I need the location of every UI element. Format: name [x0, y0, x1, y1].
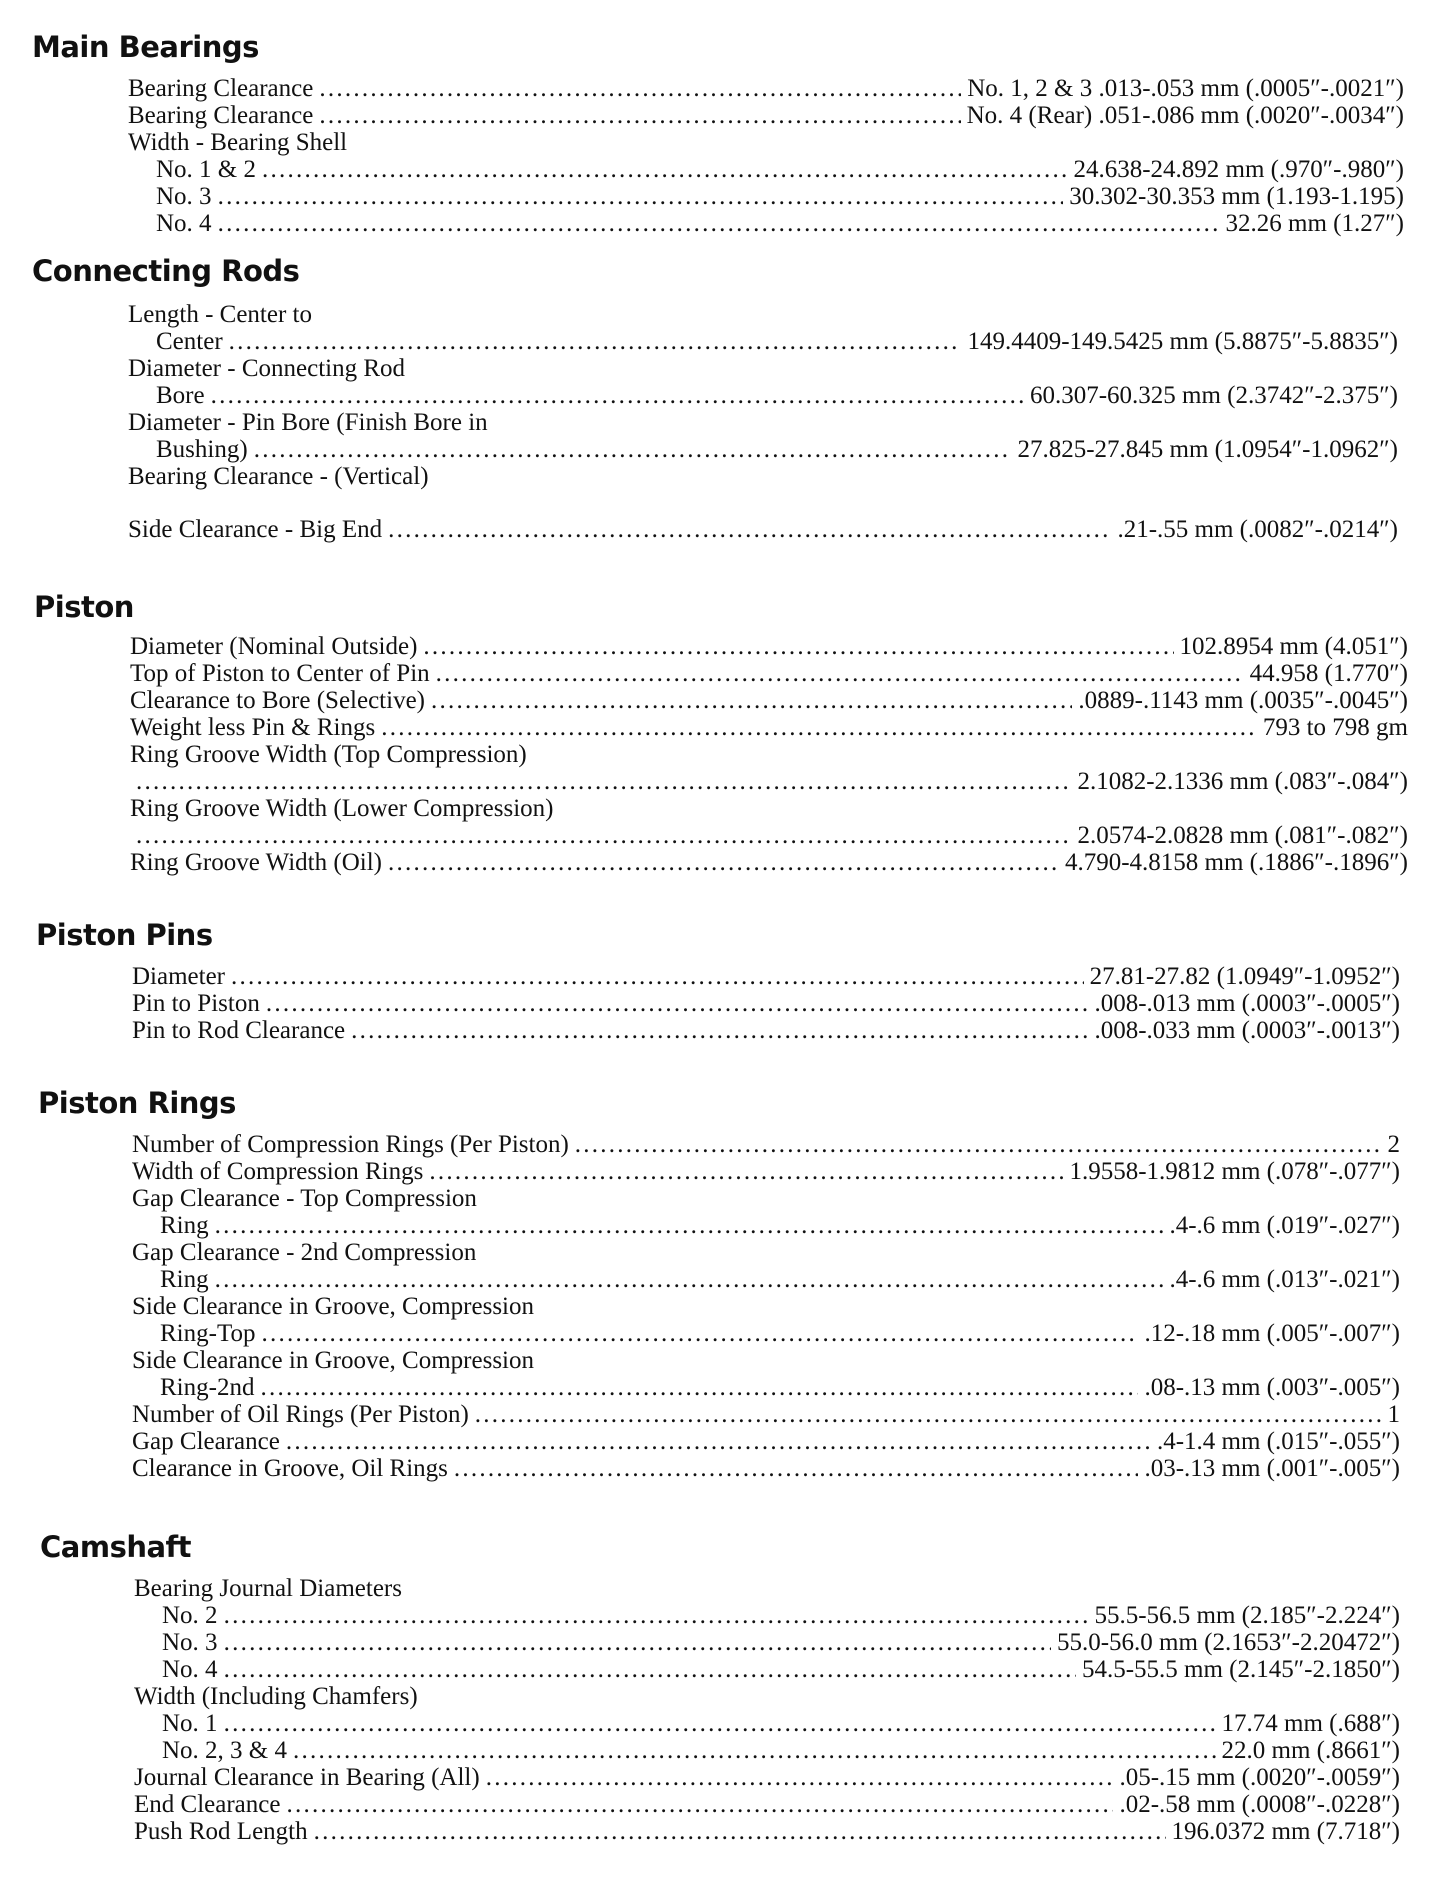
spec-value: 24.638-24.892 mm (.970″-.980″)	[1073, 156, 1404, 183]
spec-row	[132, 1293, 1400, 1320]
dot-leader	[266, 990, 1089, 1017]
spec-value: .02-.58 mm (.0008″-.0228″)	[1119, 1791, 1400, 1818]
spec-label: Number of Oil Rings (Per Piston)	[132, 1401, 469, 1428]
spec-value: 2.0574-2.0828 mm (.081″-.082″)	[1077, 822, 1408, 849]
dot-leader	[423, 633, 1173, 660]
spec-value: 793 to 798 gm	[1262, 714, 1408, 741]
spec-label: Side Clearance in Groove, Compression	[132, 1347, 534, 1374]
dot-leader	[224, 1710, 1216, 1737]
spec-label: No. 2	[162, 1602, 218, 1629]
spec-row	[132, 963, 1400, 990]
spec-value: .008-.033 mm (.0003″-.0013″)	[1094, 1017, 1400, 1044]
spec-row	[128, 301, 1398, 328]
spec-row	[134, 1791, 1400, 1818]
dot-leader	[431, 687, 1072, 714]
spec-row	[132, 1455, 1400, 1482]
spec-value: 55.5-56.5 mm (2.185″-2.224″)	[1094, 1602, 1400, 1629]
spec-label: Clearance in Groove, Oil Rings	[132, 1455, 448, 1482]
spec-row	[130, 687, 1408, 714]
dot-leader	[486, 1764, 1114, 1791]
spec-label: Bearing Clearance - (Vertical)	[128, 463, 429, 490]
spec-value: No. 1, 2 & 3 .013-.053 mm (.0005″-.0021″)	[967, 75, 1404, 102]
spec-label: No. 3	[156, 183, 212, 210]
dot-leader	[319, 102, 960, 129]
spec-row	[132, 1428, 1400, 1455]
spec-label: Ring	[160, 1212, 209, 1239]
dot-leader	[224, 1656, 1076, 1683]
spec-label: Center	[156, 328, 223, 355]
spec-value: .12-.18 mm (.005″-.007″)	[1144, 1320, 1400, 1347]
dot-leader	[293, 1737, 1216, 1764]
spec-list	[132, 963, 1400, 1044]
dot-leader	[381, 714, 1257, 741]
dot-leader	[229, 328, 962, 355]
spec-label: No. 4	[156, 210, 212, 237]
dot-leader	[254, 436, 1012, 463]
spec-row	[130, 768, 1408, 795]
spec-row	[128, 183, 1404, 210]
section-title: Connecting Rods	[32, 254, 300, 288]
spec-label: Clearance to Bore (Selective)	[130, 687, 425, 714]
spec-value: .4-.6 mm (.019″-.027″)	[1169, 1212, 1400, 1239]
dot-leader	[218, 183, 1064, 210]
spec-row	[128, 409, 1398, 436]
spec-value: 17.74 mm (.688″)	[1221, 1710, 1400, 1737]
dot-leader	[475, 1401, 1382, 1428]
section-title: Camshaft	[40, 1530, 192, 1564]
spec-value: 196.0372 mm (7.718″)	[1171, 1818, 1400, 1845]
dot-leader	[429, 1158, 1063, 1185]
spec-value: 1	[1387, 1401, 1400, 1428]
dot-leader	[351, 1017, 1088, 1044]
spec-row	[134, 1737, 1400, 1764]
spec-row	[130, 633, 1408, 660]
spec-list	[130, 633, 1408, 876]
spec-value: No. 4 (Rear) .051-.086 mm (.0020″-.0034″)	[966, 102, 1404, 129]
section-title: Piston Rings	[38, 1086, 236, 1120]
spec-label: Side Clearance in Groove, Compression	[132, 1293, 534, 1320]
spec-label: Gap Clearance - 2nd Compression	[132, 1239, 477, 1266]
dot-leader	[388, 849, 1059, 876]
spec-value: 27.81-27.82 (1.0949″-1.0952″)	[1089, 963, 1400, 990]
spec-row	[132, 1017, 1400, 1044]
spec-label: Gap Clearance - Top Compression	[132, 1185, 477, 1212]
spec-label: Pin to Rod Clearance	[132, 1017, 346, 1044]
spec-row	[134, 1602, 1400, 1629]
dot-leader	[218, 210, 1220, 237]
spec-row	[128, 156, 1404, 183]
spec-value: .21-.55 mm (.0082″-.0214″)	[1117, 516, 1398, 543]
spec-row	[130, 822, 1408, 849]
spec-value: .03-.13 mm (.001″-.005″)	[1144, 1455, 1400, 1482]
dot-leader	[224, 1629, 1051, 1656]
spec-label: Width (Including Chamfers)	[134, 1683, 418, 1710]
spec-value: 32.26 mm (1.27″)	[1225, 210, 1404, 237]
dot-leader	[224, 1602, 1089, 1629]
spec-row	[134, 1764, 1400, 1791]
spec-row	[132, 1266, 1400, 1293]
spec-value: 27.825-27.845 mm (1.0954″-1.0962″)	[1017, 436, 1398, 463]
spec-row	[128, 328, 1398, 355]
spec-value: 2	[1387, 1131, 1400, 1158]
spec-value: 60.307-60.325 mm (2.3742″-2.375″)	[1029, 382, 1398, 409]
spec-row	[128, 355, 1398, 382]
dot-leader	[388, 516, 1111, 543]
spec-row	[134, 1818, 1400, 1845]
spec-label: No. 1 & 2	[156, 156, 256, 183]
spec-row	[130, 660, 1408, 687]
spec-value: .05-.15 mm (.0020″-.0059″)	[1119, 1764, 1400, 1791]
spec-value: 2.1082-2.1336 mm (.083″-.084″)	[1077, 768, 1408, 795]
spec-value: 30.302-30.353 mm (1.193-1.195)	[1069, 183, 1404, 210]
spec-value: .4-.6 mm (.013″-.021″)	[1169, 1266, 1400, 1293]
spec-row	[134, 1575, 1400, 1602]
spec-row	[132, 1212, 1400, 1239]
spec-value: 1.9558-1.9812 mm (.078″-.077″)	[1069, 1158, 1400, 1185]
dot-leader	[319, 75, 961, 102]
spec-row	[132, 1401, 1400, 1428]
spec-label: Bearing Journal Diameters	[134, 1575, 402, 1602]
dot-leader	[262, 156, 1067, 183]
section-title: Piston Pins	[36, 918, 213, 952]
spec-label: Bushing)	[156, 436, 248, 463]
spec-label: Pin to Piston	[132, 990, 260, 1017]
spec-label: Ring-Top	[160, 1320, 256, 1347]
spec-row	[134, 1656, 1400, 1683]
dot-leader	[575, 1131, 1382, 1158]
spec-row	[132, 1239, 1400, 1266]
spec-row	[134, 1629, 1400, 1656]
spec-label: Ring Groove Width (Top Compression)	[130, 741, 527, 768]
spec-row	[132, 1185, 1400, 1212]
dot-leader	[136, 822, 1071, 849]
spec-label: Gap Clearance	[132, 1428, 280, 1455]
spec-row	[132, 1131, 1400, 1158]
spec-row	[130, 795, 1408, 822]
section-title: Main Bearings	[32, 30, 259, 64]
dot-leader	[436, 660, 1244, 687]
spec-value: 4.790-4.8158 mm (.1886″-.1896″)	[1064, 849, 1408, 876]
spec-row	[132, 1158, 1400, 1185]
spec-row	[130, 714, 1408, 741]
spec-value: 102.8954 mm (4.051″)	[1179, 633, 1408, 660]
spec-label: Diameter - Connecting Rod	[128, 355, 406, 382]
spec-value: 44.958 (1.770″)	[1249, 660, 1408, 687]
spec-row	[128, 129, 1404, 156]
spec-label: Length - Center to	[128, 301, 312, 328]
spec-label: Ring Groove Width (Lower Compression)	[130, 795, 554, 822]
spec-label: Diameter (Nominal Outside)	[130, 633, 418, 660]
spec-label: No. 4	[162, 1656, 218, 1683]
spec-label: Top of Piston to Center of Pin	[130, 660, 430, 687]
spec-label: Journal Clearance in Bearing (All)	[134, 1764, 480, 1791]
spec-row	[130, 741, 1408, 768]
dot-leader	[211, 382, 1024, 409]
spec-row	[132, 1347, 1400, 1374]
spec-value: .4-1.4 mm (.015″-.055″)	[1156, 1428, 1400, 1455]
spec-label: Diameter	[132, 963, 226, 990]
dot-leader	[314, 1818, 1166, 1845]
spec-row	[128, 516, 1398, 543]
section-title: Piston	[34, 590, 134, 624]
spec-label: Side Clearance - Big End	[128, 516, 383, 543]
spec-list	[128, 301, 1398, 543]
dot-leader	[454, 1455, 1139, 1482]
spec-row	[132, 1320, 1400, 1347]
spec-row	[128, 463, 1398, 490]
dot-leader	[260, 1374, 1138, 1401]
spec-label: Diameter - Pin Bore (Finish Bore in	[128, 409, 488, 436]
spec-value: 55.0-56.0 mm (2.1653″-2.20472″)	[1056, 1629, 1400, 1656]
spec-label: Width of Compression Rings	[132, 1158, 424, 1185]
spec-row	[132, 990, 1400, 1017]
spec-label: Ring Groove Width (Oil)	[130, 849, 382, 876]
spec-label: Weight less Pin & Rings	[130, 714, 376, 741]
dot-leader	[286, 1428, 1151, 1455]
dot-leader	[215, 1212, 1164, 1239]
spec-row	[128, 382, 1398, 409]
spec-label: Ring-2nd	[160, 1374, 255, 1401]
dot-leader	[136, 768, 1071, 795]
dot-leader	[261, 1320, 1138, 1347]
spec-row	[130, 849, 1408, 876]
spec-label: Width - Bearing Shell	[128, 129, 348, 156]
spec-list	[128, 75, 1404, 237]
spec-label: Bearing Clearance	[128, 102, 314, 129]
spec-row	[134, 1683, 1400, 1710]
spec-row	[128, 75, 1404, 102]
spec-value: .008-.013 mm (.0003″-.0005″)	[1094, 990, 1400, 1017]
spec-list	[132, 1131, 1400, 1482]
spec-label: Bore	[156, 382, 205, 409]
spec-row	[128, 436, 1398, 463]
spec-value: 54.5-55.5 mm (2.145″-2.1850″)	[1081, 1656, 1400, 1683]
spec-value: 22.0 mm (.8661″)	[1221, 1737, 1400, 1764]
spec-label: No. 1	[162, 1710, 218, 1737]
dot-leader	[215, 1266, 1164, 1293]
spec-label: End Clearance	[134, 1791, 281, 1818]
spec-value: .0889-.1143 mm (.0035″-.0045″)	[1078, 687, 1408, 714]
spec-row	[128, 490, 1398, 516]
spec-label: Ring	[160, 1266, 209, 1293]
spec-value: .08-.13 mm (.003″-.005″)	[1144, 1374, 1400, 1401]
dot-leader	[286, 1791, 1113, 1818]
spec-value: 149.4409-149.5425 mm (5.8875″-5.8835″)	[967, 328, 1398, 355]
spec-label: No. 3	[162, 1629, 218, 1656]
spec-label: Bearing Clearance	[128, 75, 314, 102]
spec-row	[128, 210, 1404, 237]
spec-label: No. 2, 3 & 4	[162, 1737, 287, 1764]
spec-row	[134, 1710, 1400, 1737]
spec-label: Push Rod Length	[134, 1818, 308, 1845]
dot-leader	[231, 963, 1084, 990]
spec-list	[134, 1575, 1400, 1845]
spec-row	[132, 1374, 1400, 1401]
spec-row	[128, 102, 1404, 129]
spec-label: Number of Compression Rings (Per Piston)	[132, 1131, 569, 1158]
